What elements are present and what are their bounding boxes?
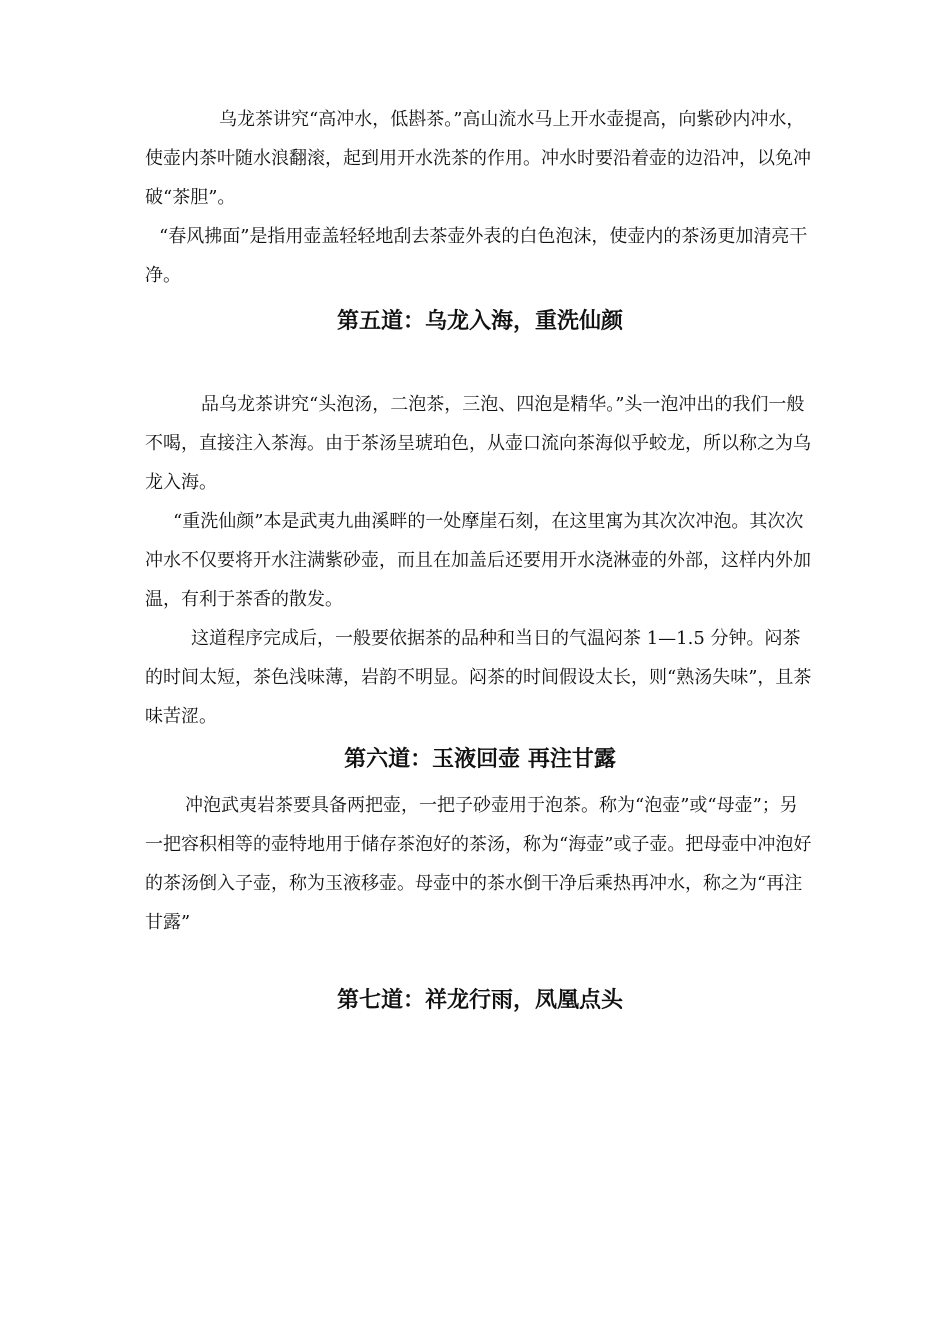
paragraph-high-pour: 乌龙茶讲究“高冲水，低斟茶。”高山流水马上开水壶提高，向紫砂内冲水，使壶内茶叶随水浪翻滚，起到用开水洗茶的作用。冲水时要沿着壶的边沿冲，以免冲破“茶胆”。 bbox=[145, 109, 811, 208]
heading-step-6: 第六道：玉液回壶 再注甘露 bbox=[344, 747, 616, 772]
paragraph-two-pots: 冲泡武夷岩茶要具备两把壶，一把子砂壶用于泡茶。称为“泡壶”或“母壶”；另一把容积相等的壶特地用于储存茶泡好的茶汤，称为“海壶”或子壶。把母壶中冲泡好的茶汤倒入子壶，称为玉液移壶。母壶中的茶水倒干净后乘热再冲水，称之为“再注甘露” bbox=[145, 795, 812, 933]
heading-step-5: 第五道：乌龙入海，重洗仙颜 bbox=[336, 309, 623, 334]
paragraph-rewash-face: “重洗仙颜”本是武夷九曲溪畔的一处摩崖石刻，在这里寓为其次次冲泡。其次次冲水不仅要将开水注满紫砂壶，而且在加盖后还要用开水浇淋壶的外部，这样内外加温，有利于茶香的散发。 bbox=[145, 511, 811, 610]
paragraph-oolong-into-sea: 品乌龙茶讲究“头泡汤，二泡茶，三泡、四泡是精华。”头一泡冲出的我们一般不喝，直接注入茶海。由于茶汤呈琥珀色，从壶口流向茶海似乎蛟龙，所以称之为乌龙入海。 bbox=[145, 394, 811, 493]
document-page bbox=[145, 100, 815, 1024]
paragraph-spring-breeze: “春风拂面”是指用壶盖轻轻地刮去茶壶外表的白色泡沫，使壶内的茶汤更加清亮干净。 bbox=[145, 226, 808, 286]
paragraph-steep-time: 这道程序完成后，一般要依据茶的品种和当日的气温闷茶 1—1.5 分钟。闷茶的时间太短，茶色浅味薄，岩韵不明显。闷茶的时间假设太长，则“熟汤失味”，且茶味苦涩。 bbox=[145, 628, 812, 727]
heading-step-7: 第七道：祥龙行雨，凤凰点头 bbox=[336, 988, 623, 1013]
